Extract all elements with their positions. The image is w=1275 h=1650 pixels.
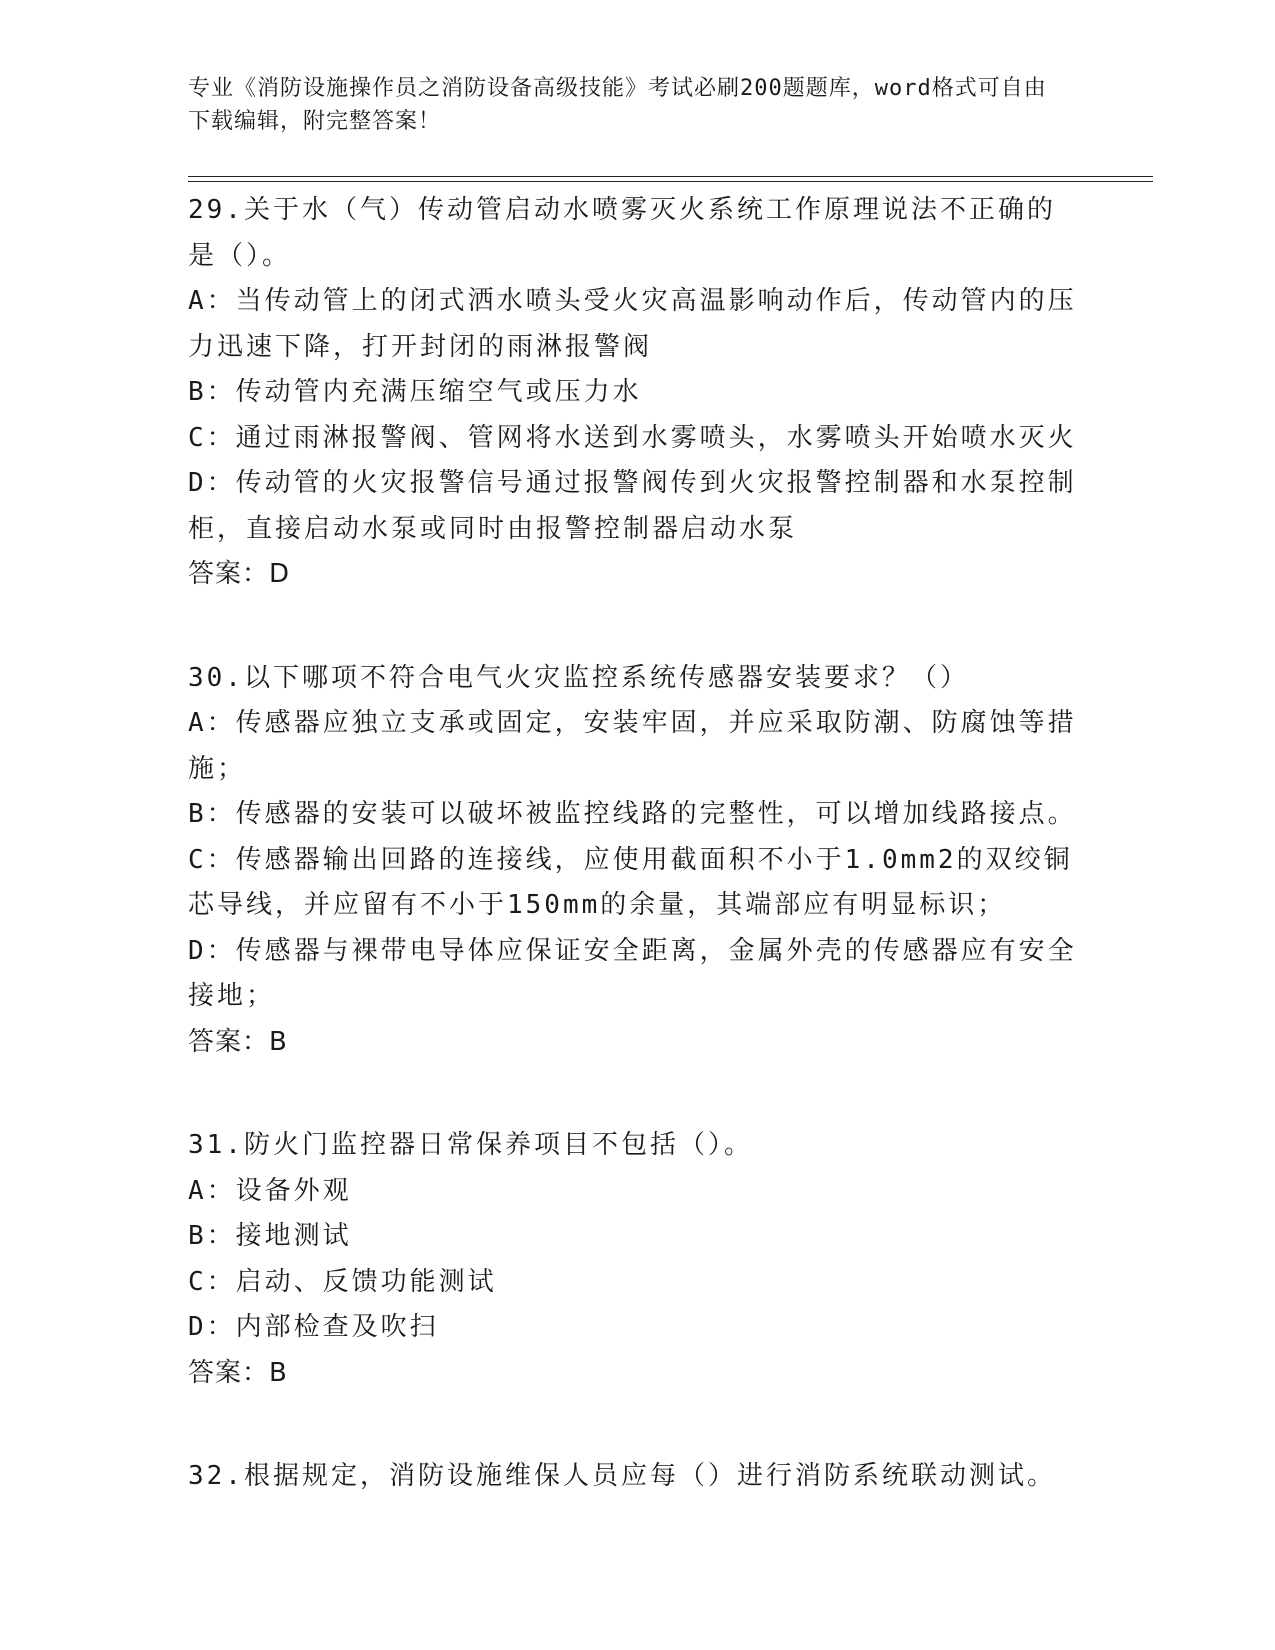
option-b: B：接地测试 [188,1221,352,1251]
option-c: C：传感器输出回路的连接线，应使用截面积不小于1.0mm2的双绞铜芯导线，并应留有不小于150mm的余量，其端部应有明显标识； [188,844,1073,920]
header-rule-top [188,176,1153,177]
header-rule-bottom [188,181,1153,182]
question-list [188,188,1078,1558]
answer-label: 答案：B [188,1026,288,1057]
question-stem: 29.关于水（气）传动管启动水喷雾灭火系统工作原理说法不正确的是（）。 [188,195,1056,271]
question-29 [188,188,1078,598]
option-b: B：传动管内充满压缩空气或压力水 [188,377,642,407]
question-stem: 30.以下哪项不符合电气火灾监控系统传感器安装要求？（） [188,662,969,693]
option-c: C：通过雨淋报警阀、管网将水送到水雾喷头，水雾喷头开始喷水灭火 [188,422,1077,453]
option-a: A：传感器应独立支承或固定，安装牢固，并应采取防潮、防腐蚀等措施； [188,708,1077,784]
question-stem: 32.根据规定，消防设施维保人员应每（）进行消防系统联动测试。 [188,1461,1056,1491]
option-c: C：启动、反馈功能测试 [188,1266,497,1297]
option-a: A：设备外观 [188,1175,352,1206]
question-30 [188,656,1078,1066]
question-31 [188,1123,1078,1396]
option-d: D：传动管的火灾报警信号通过报警阀传到火灾报警控制器和水泵控制柜，直接启动水泵或同时由报警控制器启动水泵 [188,468,1077,544]
option-d: D：传感器与裸带电导体应保证安全距离，金属外壳的传感器应有安全接地； [188,935,1077,1011]
option-a: A：当传动管上的闭式洒水喷头受火灾高温影响动作后，传动管内的压力迅速下降，打开封闭的雨淋报警阀 [188,286,1077,362]
answer-label: 答案：D [188,559,291,589]
answer-label: 答案：B [188,1357,288,1388]
option-d: D：内部检查及吹扫 [188,1312,439,1342]
question-32 [188,1454,1078,1500]
option-b: B：传感器的安装可以破坏被监控线路的完整性，可以增加线路接点。 [188,799,1077,829]
question-stem: 31.防火门监控器日常保养项目不包括（）。 [188,1130,753,1160]
document-header: 专业《消防设施操作员之消防设备高级技能》考试必刷200题题库，word格式可自由下载编辑，附完整答案！ [188,76,1047,134]
